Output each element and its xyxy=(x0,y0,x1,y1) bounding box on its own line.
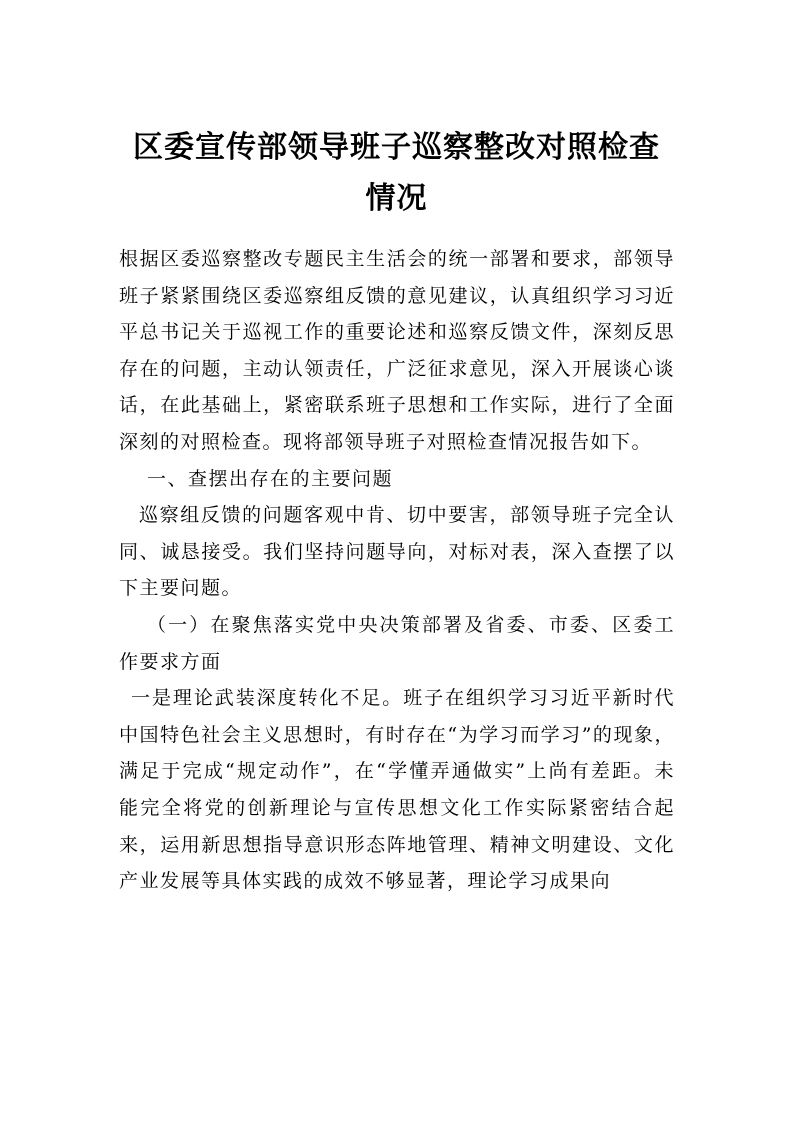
document-body xyxy=(119,241,675,900)
intro-paragraph: 根据区委巡察整改专题民主生活会的统一部署和要求，部领导班子紧紧围绕区委巡察组反馈的意见建议，认真组织学习习近平总书记关于巡视工作的重要论述和巡察反馈文件，深刻反思存在的问题，主动认领责任，广泛征求意见，深入开展谈心谈话，在此基础上，紧密联系班子思想和工作实际，进行了全面深刻的对照检查。现将部领导班子对照检查情况报告如下。 xyxy=(119,248,675,453)
document-title: 区委宣传部领导班子巡察整改对照检查情况 xyxy=(133,130,660,216)
point-one-paragraph: 一是理论武装深度转化不足。班子在组织学习习近平新时代中国特色社会主义思想时，有时存在“为学习而学习”的现象，满足于完成“规定动作”，在“学懂弄通做实”上尚有差距。未能完全将党的创新理论与宣传思想文化工作实际紧密结合起来，运用新思想指导意识形态阵地管理、精神文明建设、文化产业发展等具体实践的成效不够显著，理论学习成果向 xyxy=(119,687,675,893)
section-intro-paragraph: 巡察组反馈的问题客观中肯、切中要害，部领导班子完全认同、诚恳接受。我们坚持问题导向，对标对表，深入查摆了以下主要问题。 xyxy=(119,504,675,600)
subsection-heading: （一）在聚焦落实党中央决策部署及省委、市委、区委工作要求方面 xyxy=(119,613,675,673)
section-heading: 一、查摆出存在的主要问题 xyxy=(147,467,394,490)
